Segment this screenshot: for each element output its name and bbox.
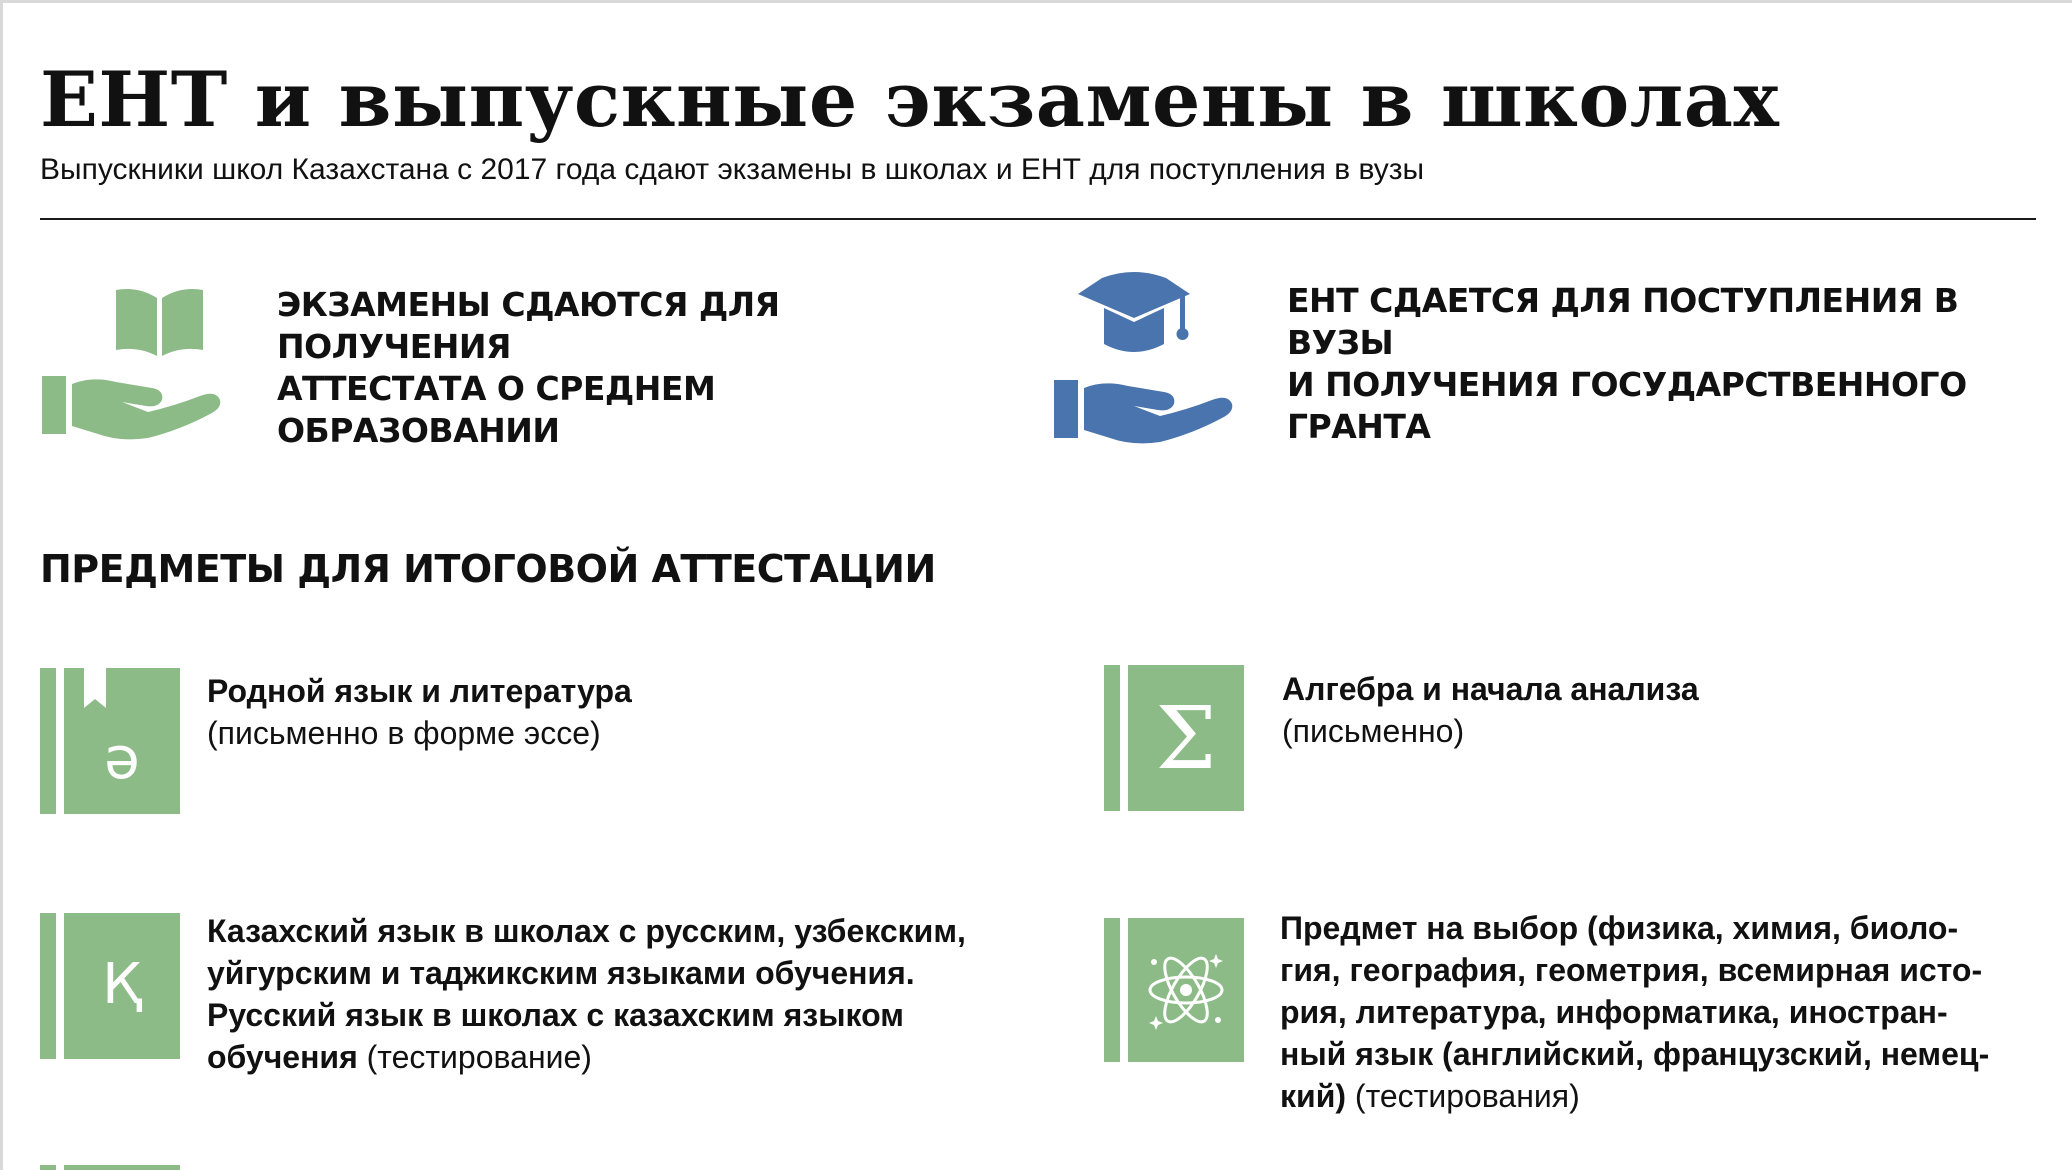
statement-exams-line1: ЭКЗАМЕНЫ СДАЮТСЯ ДЛЯ ПОЛУЧЕНИЯ — [277, 285, 780, 366]
frame-top-border — [0, 0, 2072, 3]
native-language-book-icon — [40, 668, 180, 814]
section-title: ПРЕДМЕТЫ ДЛЯ ИТОГОВОЙ АТТЕСТАЦИИ — [40, 547, 936, 591]
subject-elective — [1280, 907, 2020, 1117]
subject-kazakh-russian-language — [207, 910, 1037, 1078]
kazakh-language-glyph: Қ — [102, 952, 142, 1017]
subject-elective-line5: кий) — [1280, 1078, 1347, 1114]
page-title: ЕНТ и выпускные экзамены в школах — [40, 55, 1780, 144]
subject-native-language-title: Родной язык и литература — [207, 673, 632, 709]
subject-kazakh-note: (тестирование) — [366, 1039, 592, 1075]
subject-elective-line1: Предмет на выбор (физика, химия, биоло- — [1280, 910, 1959, 946]
statement-exams — [277, 284, 997, 452]
elective-atom-book-icon — [1104, 918, 1244, 1062]
algebra-sigma-book-icon — [1104, 665, 1244, 811]
page-subtitle: Выпускники школ Казахстана с 2017 года сдают экзамены в школах и ЕНТ для поступления в вузы — [40, 153, 1425, 186]
subject-algebra — [1282, 668, 2042, 752]
next-book-icon-cover — [64, 1165, 180, 1170]
statement-ent-line3: ГРАНТА — [1287, 407, 1431, 446]
subject-native-language-note: (письменно в форме эссе) — [207, 715, 601, 751]
subject-elective-line4: ный язык (английский, французский, немец- — [1280, 1036, 1990, 1072]
subject-kazakh-line1: Казахский язык в школах с русским, узбекским, — [207, 913, 966, 949]
graduation-cap-in-hand-icon — [1050, 268, 1240, 448]
next-book-icon-spine — [40, 1165, 56, 1170]
statement-exams-line2: АТТЕСТАТА О СРЕДНЕМ ОБРАЗОВАНИИ — [277, 369, 716, 450]
subject-elective-line3: рия, литература, информатика, иностран- — [1280, 994, 1948, 1030]
subject-algebra-note: (письменно) — [1282, 713, 1465, 749]
algebra-sigma-glyph: Σ — [1155, 689, 1217, 789]
kazakh-language-book-icon — [40, 913, 180, 1059]
native-language-glyph: ә — [104, 724, 140, 792]
statement-ent-line2: И ПОЛУЧЕНИЯ ГОСУДАРСТВЕННОГО — [1287, 365, 1967, 404]
subject-native-language — [207, 670, 1037, 754]
statement-ent-line1: ЕНТ СДАЕТСЯ ДЛЯ ПОСТУПЛЕНИЯ В ВУЗЫ — [1287, 281, 1959, 362]
subject-kazakh-line2: уйгурским и таджикским языками обучения. — [207, 955, 915, 991]
statement-ent — [1287, 280, 2047, 448]
subject-algebra-title: Алгебра и начала анализа — [1282, 671, 1699, 707]
header-divider — [40, 218, 2036, 220]
frame-left-border — [0, 0, 3, 1170]
subject-elective-note: (тестирования) — [1354, 1078, 1580, 1114]
subject-elective-line2: гия, география, геометрия, всемирная исто- — [1280, 952, 1983, 988]
subject-kazakh-line4: обучения — [207, 1039, 358, 1075]
subject-kazakh-line3: Русский язык в школах с казахским языком — [207, 997, 904, 1033]
book-in-hand-icon — [40, 284, 225, 444]
